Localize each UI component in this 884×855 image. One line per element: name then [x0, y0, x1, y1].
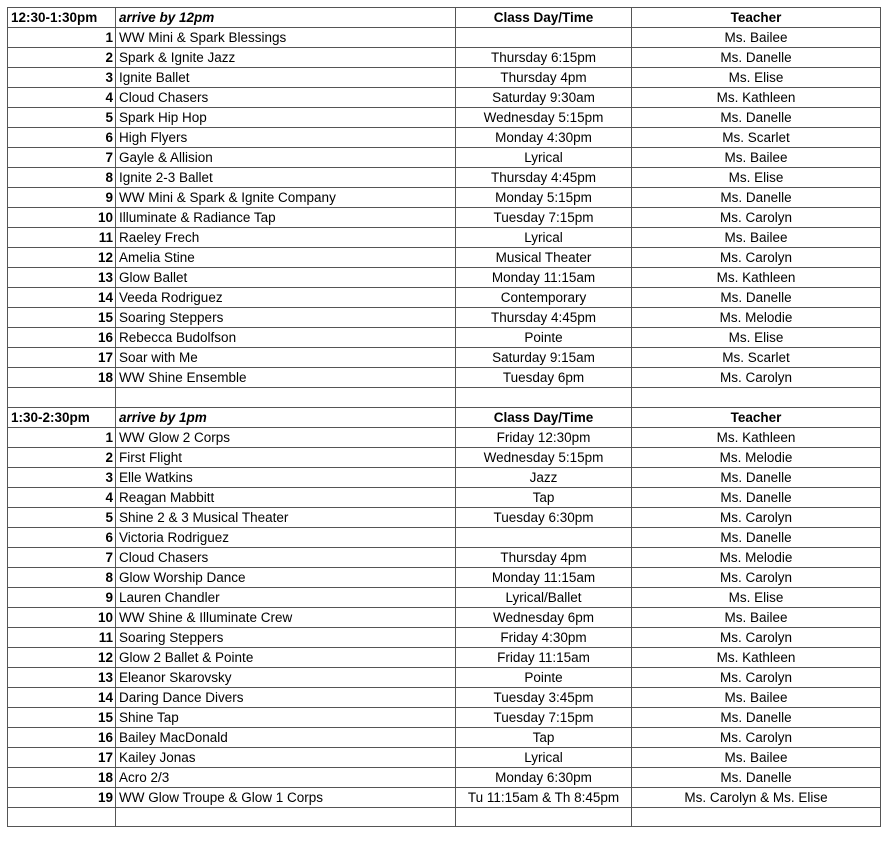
class-name: Glow 2 Ballet & Pointe [116, 647, 456, 667]
row-number: 7 [8, 148, 116, 168]
teacher-name: Ms. Danelle [632, 707, 881, 727]
spacer-row [8, 388, 881, 408]
table-row [8, 148, 881, 168]
class-name: WW Shine & Illuminate Crew [116, 607, 456, 627]
row-number: 5 [8, 507, 116, 527]
class-name: Spark & Ignite Jazz [116, 48, 456, 68]
section-header-row [8, 407, 881, 427]
teacher-name: Ms. Danelle [632, 467, 881, 487]
table-row [8, 368, 881, 388]
row-number: 3 [8, 467, 116, 487]
class-name: Veeda Rodriguez [116, 288, 456, 308]
row-number: 6 [8, 527, 116, 547]
schedule-body [8, 8, 881, 827]
class-name: Glow Worship Dance [116, 567, 456, 587]
teacher-name: Ms. Kathleen [632, 268, 881, 288]
teacher-name: Ms. Danelle [632, 188, 881, 208]
class-day-time: Thursday 4:45pm [456, 308, 632, 328]
teacher-name: Ms. Bailee [632, 607, 881, 627]
column-header-teacher: Teacher [632, 407, 881, 427]
class-name: WW Mini & Spark Blessings [116, 28, 456, 48]
row-number: 1 [8, 28, 116, 48]
class-day-time: Lyrical/Ballet [456, 587, 632, 607]
spacer-row [8, 807, 881, 827]
row-number: 15 [8, 308, 116, 328]
column-header-teacher: Teacher [632, 8, 881, 28]
class-name: First Flight [116, 447, 456, 467]
table-row [8, 787, 881, 807]
row-number: 10 [8, 607, 116, 627]
teacher-name: Ms. Danelle [632, 527, 881, 547]
class-day-time: Monday 11:15am [456, 567, 632, 587]
class-day-time: Contemporary [456, 288, 632, 308]
row-number: 18 [8, 368, 116, 388]
empty-cell [116, 807, 456, 827]
table-row [8, 727, 881, 747]
class-day-time: Tuesday 7:15pm [456, 707, 632, 727]
table-row [8, 467, 881, 487]
arrive-by-label: arrive by 12pm [116, 8, 456, 28]
row-number: 15 [8, 707, 116, 727]
table-row [8, 767, 881, 787]
row-number: 12 [8, 248, 116, 268]
row-number: 4 [8, 487, 116, 507]
teacher-name: Ms. Carolyn [632, 727, 881, 747]
class-name: Soaring Steppers [116, 627, 456, 647]
class-day-time: Tuesday 7:15pm [456, 208, 632, 228]
row-number: 2 [8, 447, 116, 467]
empty-cell [456, 807, 632, 827]
table-row [8, 128, 881, 148]
class-name: Acro 2/3 [116, 767, 456, 787]
class-day-time: Tuesday 3:45pm [456, 687, 632, 707]
table-row [8, 248, 881, 268]
row-number: 12 [8, 647, 116, 667]
table-row [8, 68, 881, 88]
teacher-name: Ms. Danelle [632, 487, 881, 507]
class-name: Victoria Rodriguez [116, 527, 456, 547]
teacher-name: Ms. Elise [632, 587, 881, 607]
teacher-name: Ms. Danelle [632, 288, 881, 308]
schedule-table [7, 7, 881, 827]
row-number: 7 [8, 547, 116, 567]
teacher-name: Ms. Danelle [632, 108, 881, 128]
class-day-time: Wednesday 6pm [456, 607, 632, 627]
row-number: 13 [8, 268, 116, 288]
teacher-name: Ms. Kathleen [632, 427, 881, 447]
empty-cell [456, 388, 632, 408]
table-row [8, 288, 881, 308]
class-name: Shine Tap [116, 707, 456, 727]
row-number: 2 [8, 48, 116, 68]
teacher-name: Ms. Carolyn [632, 667, 881, 687]
class-name: Ignite 2-3 Ballet [116, 168, 456, 188]
table-row [8, 627, 881, 647]
empty-cell [8, 807, 116, 827]
class-day-time: Jazz [456, 467, 632, 487]
teacher-name: Ms. Bailee [632, 687, 881, 707]
teacher-name: Ms. Bailee [632, 148, 881, 168]
class-name: Kailey Jonas [116, 747, 456, 767]
class-name: Eleanor Skarovsky [116, 667, 456, 687]
table-row [8, 268, 881, 288]
row-number: 8 [8, 168, 116, 188]
class-day-time: Tap [456, 727, 632, 747]
table-row [8, 308, 881, 328]
table-row [8, 687, 881, 707]
teacher-name: Ms. Carolyn & Ms. Elise [632, 787, 881, 807]
row-number: 4 [8, 88, 116, 108]
empty-cell [632, 807, 881, 827]
class-name: Soaring Steppers [116, 308, 456, 328]
class-day-time: Lyrical [456, 148, 632, 168]
class-day-time: Monday 11:15am [456, 268, 632, 288]
table-row [8, 507, 881, 527]
class-name: Rebecca Budolfson [116, 328, 456, 348]
class-day-time: Friday 11:15am [456, 647, 632, 667]
column-header-class-day-time: Class Day/Time [456, 8, 632, 28]
table-row [8, 108, 881, 128]
table-row [8, 328, 881, 348]
column-header-class-day-time: Class Day/Time [456, 407, 632, 427]
class-name: WW Mini & Spark & Ignite Company [116, 188, 456, 208]
time-slot-label: 1:30-2:30pm [8, 407, 116, 427]
row-number: 16 [8, 727, 116, 747]
table-row [8, 427, 881, 447]
teacher-name: Ms. Kathleen [632, 88, 881, 108]
arrive-by-label: arrive by 1pm [116, 407, 456, 427]
class-day-time: Friday 4:30pm [456, 627, 632, 647]
class-day-time: Tap [456, 487, 632, 507]
teacher-name: Ms. Elise [632, 68, 881, 88]
class-day-time: Musical Theater [456, 248, 632, 268]
class-name: Ignite Ballet [116, 68, 456, 88]
class-name: Lauren Chandler [116, 587, 456, 607]
teacher-name: Ms. Bailee [632, 228, 881, 248]
class-day-time: Friday 12:30pm [456, 427, 632, 447]
table-row [8, 647, 881, 667]
class-day-time: Monday 5:15pm [456, 188, 632, 208]
table-row [8, 607, 881, 627]
teacher-name: Ms. Bailee [632, 28, 881, 48]
row-number: 16 [8, 328, 116, 348]
table-row [8, 567, 881, 587]
class-day-time: Thursday 4pm [456, 68, 632, 88]
class-name: Gayle & Allision [116, 148, 456, 168]
teacher-name: Ms. Carolyn [632, 627, 881, 647]
table-row [8, 747, 881, 767]
class-day-time: Thursday 4:45pm [456, 168, 632, 188]
table-row [8, 667, 881, 687]
table-row [8, 188, 881, 208]
class-name: Bailey MacDonald [116, 727, 456, 747]
table-row [8, 527, 881, 547]
teacher-name: Ms. Danelle [632, 767, 881, 787]
class-name: Soar with Me [116, 348, 456, 368]
class-name: Elle Watkins [116, 467, 456, 487]
table-row [8, 587, 881, 607]
row-number: 19 [8, 787, 116, 807]
row-number: 14 [8, 687, 116, 707]
class-day-time: Tuesday 6:30pm [456, 507, 632, 527]
teacher-name: Ms. Melodie [632, 308, 881, 328]
class-day-time: Tuesday 6pm [456, 368, 632, 388]
teacher-name: Ms. Scarlet [632, 128, 881, 148]
row-number: 11 [8, 228, 116, 248]
class-name: Reagan Mabbitt [116, 487, 456, 507]
teacher-name: Ms. Carolyn [632, 248, 881, 268]
teacher-name: Ms. Kathleen [632, 647, 881, 667]
teacher-name: Ms. Carolyn [632, 368, 881, 388]
class-day-time: Saturday 9:30am [456, 88, 632, 108]
row-number: 17 [8, 747, 116, 767]
class-day-time [456, 527, 632, 547]
row-number: 11 [8, 627, 116, 647]
row-number: 1 [8, 427, 116, 447]
class-name: Shine 2 & 3 Musical Theater [116, 507, 456, 527]
teacher-name: Ms. Melodie [632, 447, 881, 467]
empty-cell [116, 388, 456, 408]
class-name: Raeley Frech [116, 228, 456, 248]
class-day-time: Saturday 9:15am [456, 348, 632, 368]
class-day-time: Wednesday 5:15pm [456, 447, 632, 467]
teacher-name: Ms. Danelle [632, 48, 881, 68]
row-number: 18 [8, 767, 116, 787]
row-number: 9 [8, 587, 116, 607]
empty-cell [8, 388, 116, 408]
teacher-name: Ms. Elise [632, 328, 881, 348]
row-number: 17 [8, 348, 116, 368]
class-day-time [456, 28, 632, 48]
table-row [8, 48, 881, 68]
class-name: Cloud Chasers [116, 88, 456, 108]
table-row [8, 447, 881, 467]
class-day-time: Monday 4:30pm [456, 128, 632, 148]
teacher-name: Ms. Bailee [632, 747, 881, 767]
teacher-name: Ms. Carolyn [632, 567, 881, 587]
class-name: Daring Dance Divers [116, 687, 456, 707]
table-row [8, 487, 881, 507]
class-name: Illuminate & Radiance Tap [116, 208, 456, 228]
row-number: 9 [8, 188, 116, 208]
class-name: Glow Ballet [116, 268, 456, 288]
class-day-time: Pointe [456, 328, 632, 348]
class-day-time: Lyrical [456, 228, 632, 248]
time-slot-label: 12:30-1:30pm [8, 8, 116, 28]
row-number: 5 [8, 108, 116, 128]
teacher-name: Ms. Carolyn [632, 208, 881, 228]
table-row [8, 707, 881, 727]
class-name: Cloud Chasers [116, 547, 456, 567]
class-day-time: Lyrical [456, 747, 632, 767]
row-number: 8 [8, 567, 116, 587]
table-row [8, 88, 881, 108]
class-day-time: Monday 6:30pm [456, 767, 632, 787]
class-day-time: Tu 11:15am & Th 8:45pm [456, 787, 632, 807]
class-name: WW Shine Ensemble [116, 368, 456, 388]
class-day-time: Thursday 6:15pm [456, 48, 632, 68]
teacher-name: Ms. Scarlet [632, 348, 881, 368]
row-number: 6 [8, 128, 116, 148]
row-number: 10 [8, 208, 116, 228]
table-row [8, 348, 881, 368]
table-row [8, 28, 881, 48]
class-name: High Flyers [116, 128, 456, 148]
row-number: 13 [8, 667, 116, 687]
section-header-row [8, 8, 881, 28]
row-number: 14 [8, 288, 116, 308]
table-row [8, 208, 881, 228]
class-name: Spark Hip Hop [116, 108, 456, 128]
teacher-name: Ms. Carolyn [632, 507, 881, 527]
table-row [8, 168, 881, 188]
table-row [8, 547, 881, 567]
class-name: WW Glow Troupe & Glow 1 Corps [116, 787, 456, 807]
row-number: 3 [8, 68, 116, 88]
class-day-time: Wednesday 5:15pm [456, 108, 632, 128]
teacher-name: Ms. Elise [632, 168, 881, 188]
table-row [8, 228, 881, 248]
teacher-name: Ms. Melodie [632, 547, 881, 567]
class-day-time: Thursday 4pm [456, 547, 632, 567]
empty-cell [632, 388, 881, 408]
class-day-time: Pointe [456, 667, 632, 687]
class-name: WW Glow 2 Corps [116, 427, 456, 447]
class-name: Amelia Stine [116, 248, 456, 268]
